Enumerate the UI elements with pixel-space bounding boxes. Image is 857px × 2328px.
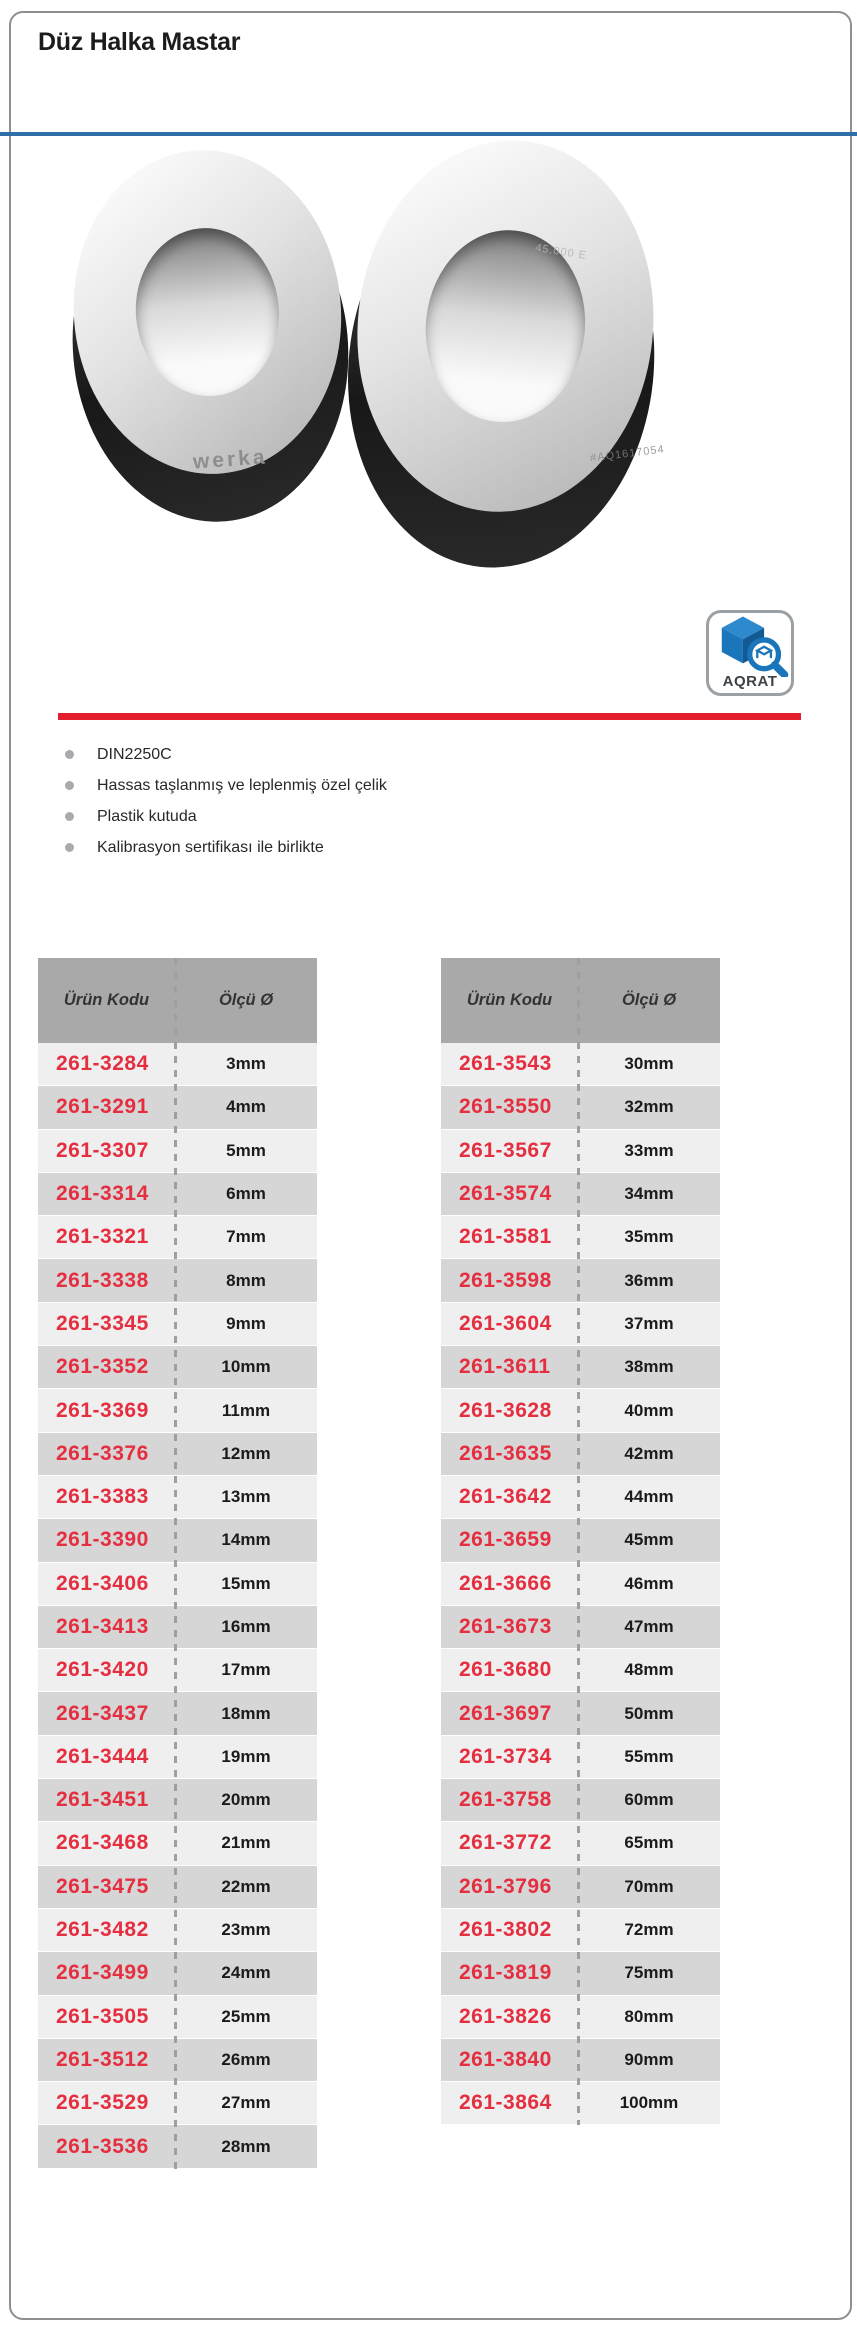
product-code: 261-3581 — [459, 1225, 552, 1249]
column-header-code: Ürün Kodu — [466, 991, 553, 1009]
product-code: 261-3611 — [459, 1355, 551, 1379]
bullet-icon — [65, 812, 74, 821]
size-value: 90mm — [624, 2049, 674, 2069]
size-value: 4mm — [226, 1097, 266, 1117]
column-divider — [577, 958, 580, 2125]
ring-gauge-right — [328, 125, 676, 583]
size-value: 16mm — [221, 1617, 271, 1636]
size-value: 25mm — [221, 2006, 271, 2026]
product-code: 261-3369 — [56, 1398, 149, 1422]
table-row — [441, 1692, 720, 1735]
size-value: 70mm — [624, 1876, 674, 1896]
product-code: 261-3307 — [56, 1138, 149, 1162]
size-value: 12mm — [221, 1443, 271, 1463]
size-value: 72mm — [624, 1920, 674, 1940]
feature-item — [60, 801, 387, 832]
table-row — [441, 1389, 720, 1432]
product-code: 261-3734 — [459, 1744, 552, 1768]
table-row — [441, 1606, 720, 1649]
product-code: 261-3550 — [459, 1095, 552, 1119]
table-row — [441, 1996, 720, 2039]
table-row — [38, 1822, 317, 1865]
product-table-left — [38, 958, 317, 2169]
product-code: 261-3697 — [459, 1701, 552, 1725]
feature-text: Kalibrasyon sertifikası ile birlikte — [97, 838, 324, 856]
ring-gauge-left — [56, 139, 362, 534]
size-value: 47mm — [624, 1617, 674, 1636]
size-value: 45mm — [624, 1530, 674, 1550]
size-value: 75mm — [624, 1963, 674, 1983]
size-value: 17mm — [221, 1660, 271, 1680]
table-row — [38, 1779, 317, 1822]
product-code: 261-3635 — [459, 1441, 552, 1465]
product-code: 261-3758 — [459, 1788, 552, 1812]
table-row — [38, 1692, 317, 1735]
feature-list — [60, 739, 387, 863]
table-row — [441, 1736, 720, 1779]
table-row — [38, 1996, 317, 2039]
product-code: 261-3420 — [56, 1658, 149, 1682]
product-code: 261-3826 — [459, 2004, 552, 2028]
table-row — [38, 1909, 317, 1952]
table-row — [38, 1433, 317, 1476]
product-code: 261-3536 — [56, 2134, 149, 2158]
table-row — [441, 1476, 720, 1519]
table-row — [38, 1736, 317, 1779]
size-value: 37mm — [624, 1313, 674, 1333]
product-code: 261-3437 — [56, 1701, 149, 1725]
table-row — [441, 1043, 720, 1086]
table-row — [38, 1389, 317, 1432]
table-row — [441, 1303, 720, 1346]
size-value: 80mm — [624, 2006, 674, 2026]
table-row — [441, 1130, 720, 1173]
product-code: 261-3567 — [459, 1138, 552, 1162]
table-row — [441, 1822, 720, 1865]
table-row — [38, 1043, 317, 1086]
table-row — [38, 2082, 317, 2125]
table-row — [38, 1866, 317, 1909]
product-code: 261-3680 — [459, 1658, 552, 1682]
table-row — [441, 1086, 720, 1129]
table-row — [441, 1909, 720, 1952]
size-value: 24mm — [221, 1963, 271, 1983]
table-row — [38, 1216, 317, 1259]
size-value: 28mm — [221, 2136, 271, 2156]
table-row — [38, 1173, 317, 1216]
size-value: 27mm — [221, 2093, 271, 2113]
size-value: 65mm — [624, 1833, 674, 1853]
product-code: 261-3376 — [56, 1441, 149, 1465]
size-value: 30mm — [624, 1054, 674, 1074]
size-value: 48mm — [624, 1660, 674, 1680]
feature-text: Hassas taşlanmış ve leplenmiş özel çelik — [97, 776, 387, 794]
size-value: 9mm — [226, 1313, 266, 1333]
size-value: 15mm — [221, 1573, 271, 1593]
size-value: 14mm — [221, 1530, 271, 1550]
product-code: 261-3482 — [56, 1918, 149, 1942]
table-row — [38, 1519, 317, 1562]
product-code: 261-3383 — [56, 1485, 149, 1509]
product-code: 261-3840 — [459, 2047, 552, 2071]
table-row — [38, 2039, 317, 2082]
aqrat-label: AQRAT — [722, 673, 778, 690]
bullet-icon — [65, 781, 74, 790]
product-code: 261-3406 — [56, 1571, 149, 1595]
table-row — [38, 1303, 317, 1346]
feature-item — [60, 832, 387, 863]
size-value: 26mm — [221, 2049, 271, 2069]
product-table-right — [441, 958, 720, 2125]
table-row — [38, 1346, 317, 1389]
size-value: 60mm — [624, 1790, 674, 1810]
table-row — [441, 1173, 720, 1216]
table-row — [441, 1519, 720, 1562]
size-value: 55mm — [624, 1746, 674, 1766]
product-code: 261-3642 — [459, 1485, 552, 1509]
feature-text: DIN2250C — [97, 745, 172, 763]
size-value: 50mm — [624, 1703, 674, 1723]
product-photo — [30, 140, 710, 590]
size-value: 13mm — [221, 1487, 271, 1507]
product-code: 261-3819 — [459, 1961, 552, 1985]
table-row — [441, 2039, 720, 2082]
column-header-size: Ölçü Ø — [621, 991, 677, 1009]
size-value: 38mm — [624, 1357, 674, 1377]
table-row — [38, 1259, 317, 1302]
size-value: 7mm — [226, 1227, 266, 1247]
product-code: 261-3628 — [459, 1398, 552, 1422]
table-header — [441, 958, 720, 1043]
table-row — [441, 1216, 720, 1259]
product-code: 261-3468 — [56, 1831, 149, 1855]
size-value: 18mm — [221, 1703, 271, 1723]
size-value: 22mm — [221, 1876, 271, 1896]
table-row — [38, 1476, 317, 1519]
product-code: 261-3321 — [56, 1225, 149, 1249]
table-row — [38, 1130, 317, 1173]
size-value: 44mm — [624, 1487, 674, 1507]
product-code: 261-3604 — [459, 1311, 552, 1335]
product-code: 261-3444 — [56, 1744, 149, 1768]
product-code: 261-3451 — [56, 1788, 149, 1812]
size-value: 6mm — [226, 1184, 266, 1204]
product-code: 261-3505 — [56, 2004, 149, 2028]
ring-marking-bottom: #AQ1617054 — [589, 443, 666, 465]
product-code: 261-3475 — [56, 1874, 149, 1898]
table-header — [38, 958, 317, 1043]
column-header-size: Ölçü Ø — [218, 991, 274, 1009]
product-code: 261-3345 — [56, 1311, 149, 1335]
product-code: 261-3512 — [56, 2047, 149, 2071]
product-code: 261-3529 — [56, 2091, 149, 2115]
product-code: 261-3338 — [56, 1268, 149, 1292]
table-row — [441, 1346, 720, 1389]
product-code: 261-3390 — [56, 1528, 149, 1552]
size-value: 3mm — [226, 1054, 266, 1074]
table-row — [441, 2082, 720, 2125]
cube-magnifier-icon — [714, 615, 790, 677]
table-body — [441, 1043, 720, 2125]
product-code: 261-3284 — [56, 1052, 149, 1076]
size-value: 40mm — [624, 1400, 674, 1420]
product-code: 261-3574 — [459, 1182, 552, 1206]
size-value: 36mm — [624, 1270, 674, 1290]
size-value: 10mm — [221, 1357, 271, 1377]
column-header-code: Ürün Kodu — [63, 991, 150, 1009]
size-value: 33mm — [624, 1140, 674, 1160]
product-code: 261-3598 — [459, 1268, 552, 1292]
product-code: 261-3413 — [56, 1615, 149, 1638]
product-code: 261-3864 — [459, 2091, 552, 2115]
table-row — [441, 1433, 720, 1476]
bullet-icon — [65, 843, 74, 852]
table-row — [38, 1606, 317, 1649]
size-value: 23mm — [221, 1920, 271, 1940]
brand-engraving: werka — [192, 445, 269, 474]
size-value: 8mm — [226, 1270, 266, 1290]
table-row — [441, 1563, 720, 1606]
table-row — [38, 2125, 317, 2168]
product-code: 261-3314 — [56, 1182, 149, 1206]
product-code: 261-3659 — [459, 1528, 552, 1552]
size-value: 32mm — [624, 1097, 674, 1117]
feature-item — [60, 770, 387, 801]
ring-marking-top: 45.000 E — [534, 242, 588, 262]
product-code: 261-3666 — [459, 1571, 552, 1595]
table-row — [441, 1866, 720, 1909]
product-code: 261-3796 — [459, 1874, 552, 1898]
table-row — [38, 1649, 317, 1692]
column-divider — [174, 958, 177, 2169]
aqrat-badge — [706, 610, 794, 696]
bullet-icon — [65, 750, 74, 759]
table-row — [441, 1649, 720, 1692]
size-value: 20mm — [221, 1790, 271, 1810]
section-rule — [58, 713, 801, 720]
feature-text: Plastik kutuda — [97, 807, 197, 825]
product-code: 261-3291 — [56, 1095, 149, 1119]
table-row — [441, 1259, 720, 1302]
size-value: 42mm — [624, 1443, 674, 1463]
size-value: 21mm — [221, 1833, 271, 1853]
table-row — [38, 1086, 317, 1129]
feature-item — [60, 739, 387, 770]
size-value: 5mm — [226, 1140, 266, 1160]
product-code: 261-3352 — [56, 1355, 149, 1379]
product-code: 261-3543 — [459, 1052, 552, 1076]
table-body — [38, 1043, 317, 2169]
size-value: 34mm — [624, 1184, 674, 1204]
size-value: 46mm — [624, 1573, 674, 1593]
product-code: 261-3802 — [459, 1918, 552, 1942]
table-row — [441, 1952, 720, 1995]
product-code: 261-3673 — [459, 1615, 552, 1638]
table-row — [38, 1563, 317, 1606]
product-code: 261-3499 — [56, 1961, 149, 1985]
size-value: 35mm — [624, 1227, 674, 1247]
size-value: 100mm — [619, 2093, 679, 2113]
table-row — [441, 1779, 720, 1822]
page-title: Düz Halka Mastar — [38, 28, 241, 56]
size-value: 19mm — [221, 1746, 271, 1766]
size-value: 11mm — [221, 1400, 271, 1420]
product-code: 261-3772 — [459, 1831, 552, 1855]
table-row — [38, 1952, 317, 1995]
